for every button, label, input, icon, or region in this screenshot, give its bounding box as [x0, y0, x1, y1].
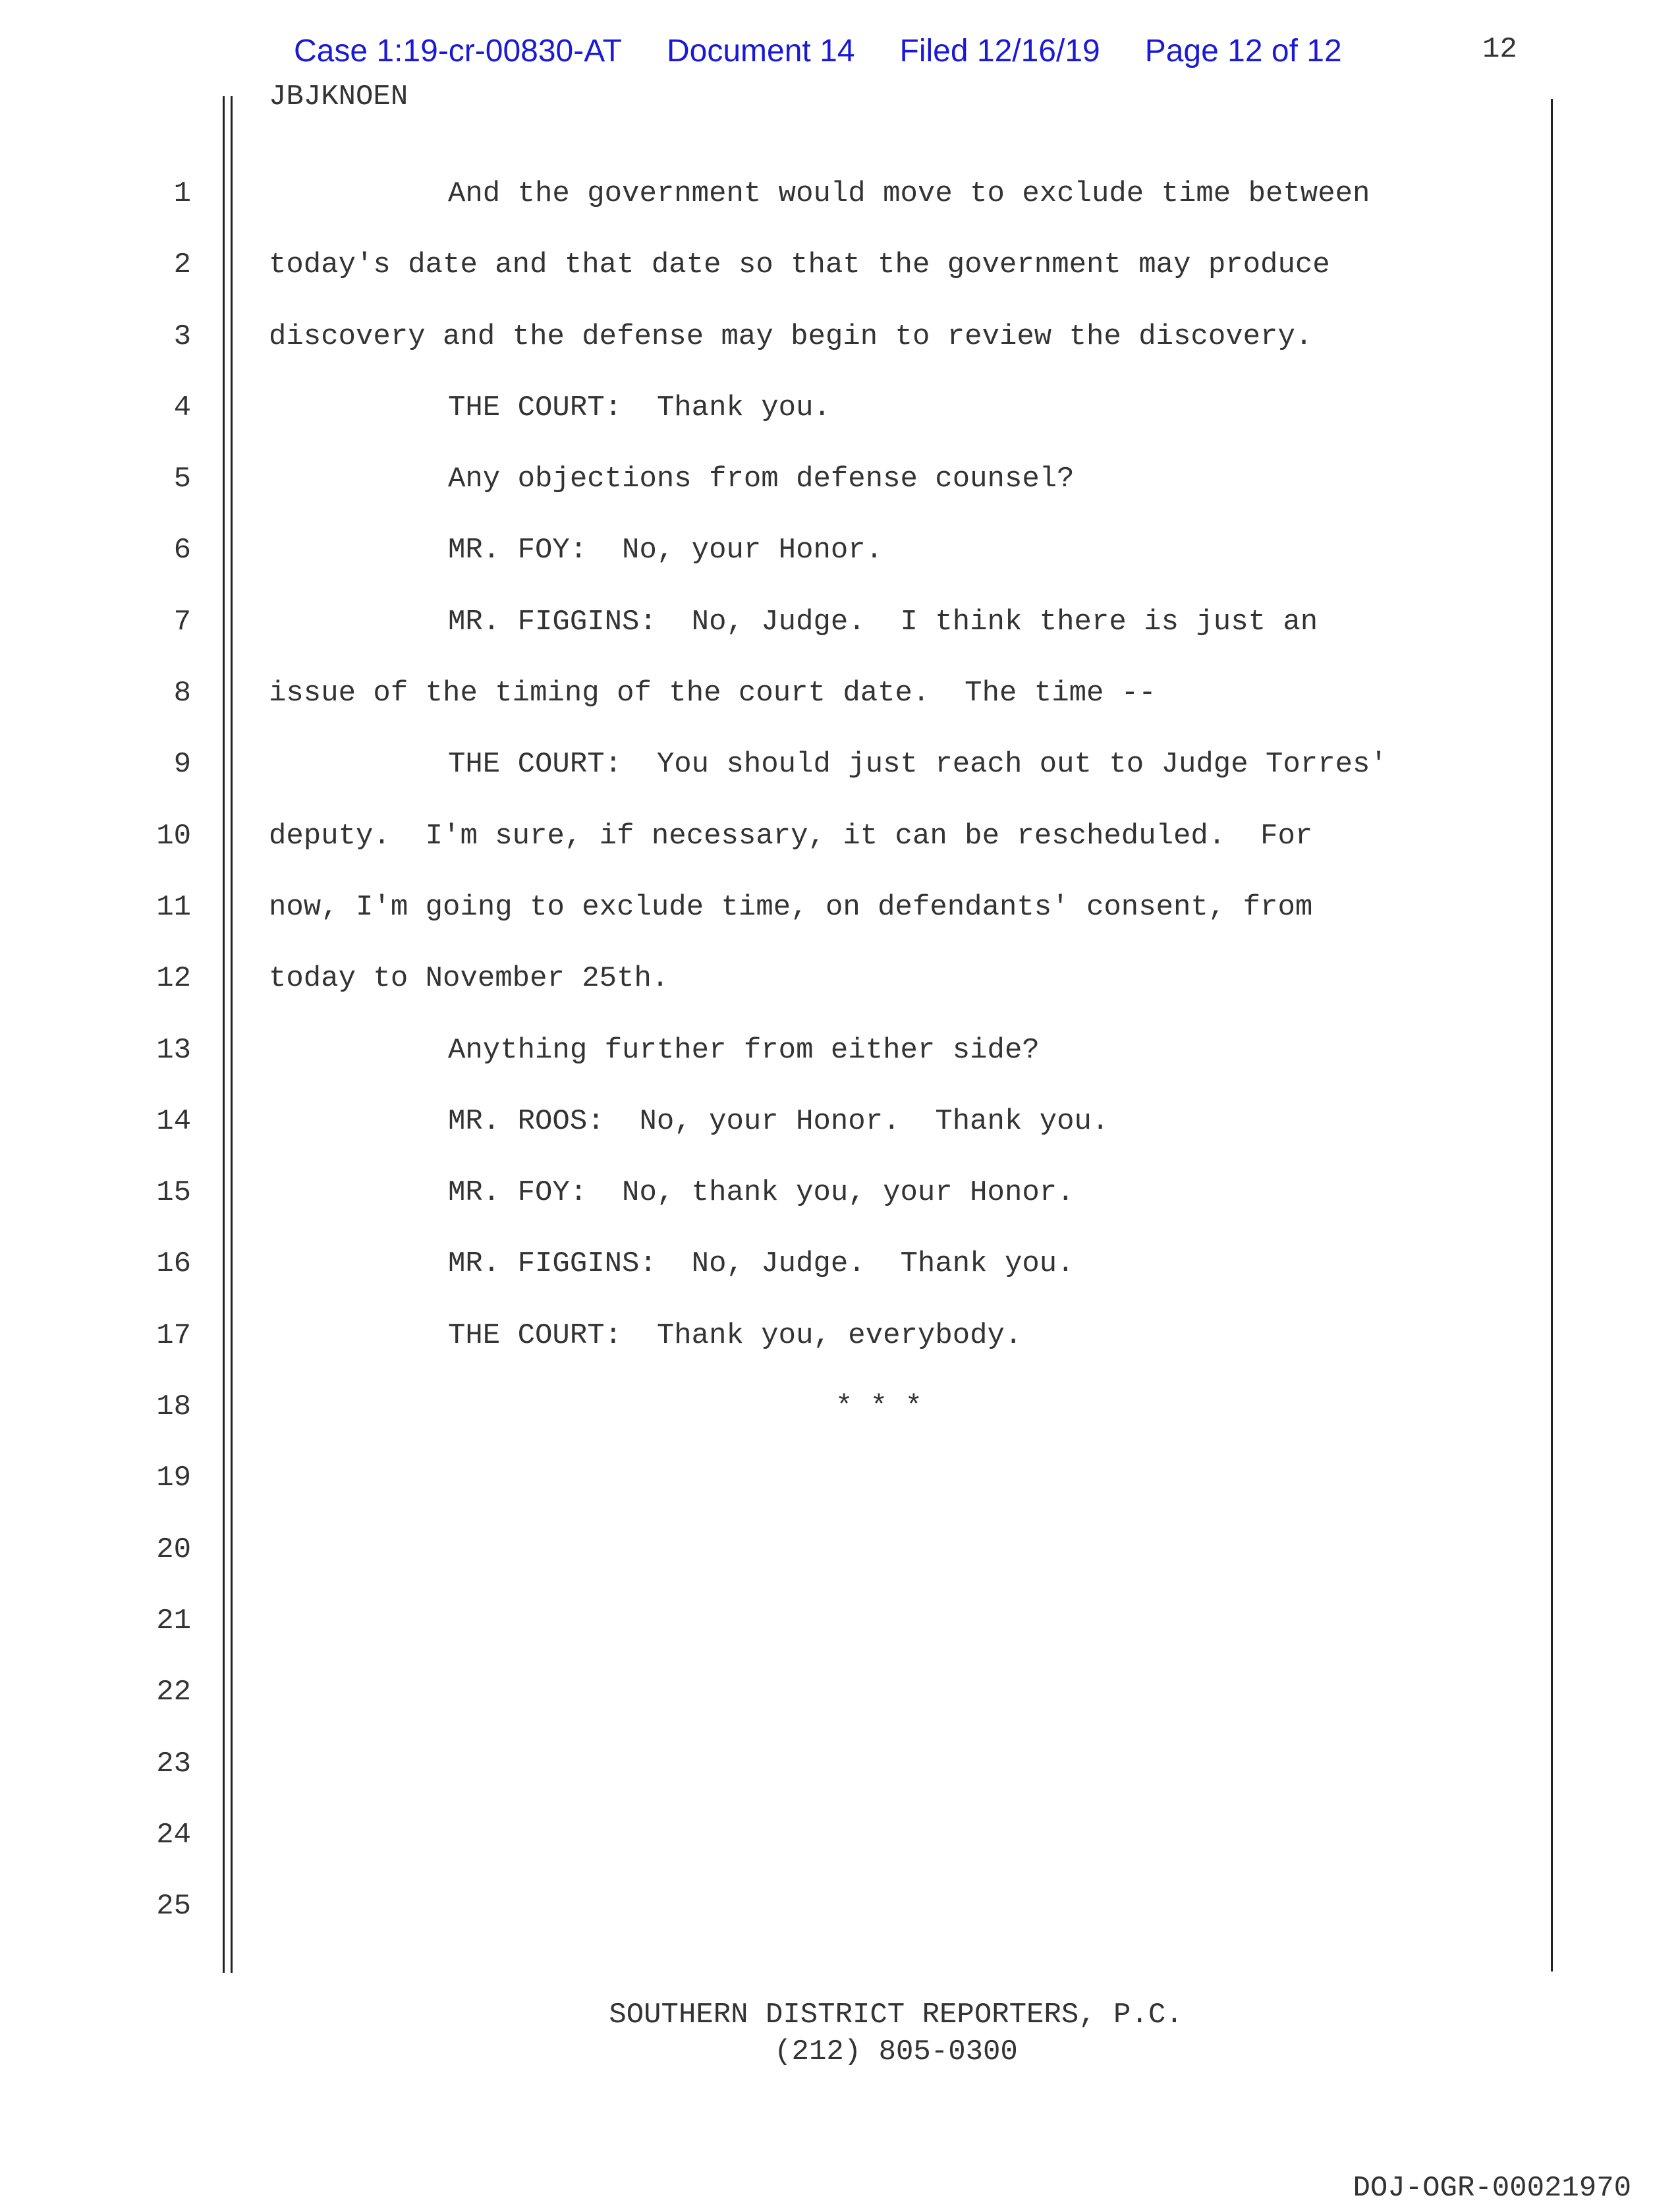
document-number: Document 14: [667, 33, 855, 69]
line-number: 13: [156, 1033, 191, 1067]
line-number: 5: [173, 463, 191, 496]
transcript-line: Anything further from either side?: [448, 1033, 1040, 1067]
line-number-column: [132, 175, 191, 1959]
line-number: 3: [173, 320, 191, 353]
line-number: 2: [173, 248, 191, 282]
reporter-name: SOUTHERN DISTRICT REPORTERS, P.C.: [609, 1999, 1183, 2031]
transcript-body: [269, 175, 1547, 1959]
transcript-line: deputy. I'm sure, if necessary, it can be rescheduled. For: [269, 819, 1313, 853]
line-number: 15: [156, 1176, 191, 1210]
transcript-line: And the government would move to exclude time between: [448, 177, 1370, 210]
line-number: 4: [173, 391, 191, 424]
line-number: 9: [173, 748, 191, 781]
transcript-line: now, I'm going to exclude time, on defendants' consent, from: [269, 890, 1313, 924]
transcript-line: issue of the timing of the court date. The time --: [269, 677, 1156, 710]
line-number: 1: [173, 177, 191, 210]
filed-date: Filed 12/16/19: [899, 33, 1100, 69]
section-break-asterisks: * * *: [835, 1390, 923, 1424]
transcript-line: THE COURT: Thank you, everybody.: [448, 1319, 1022, 1352]
line-number: 20: [156, 1533, 191, 1566]
line-number: 23: [156, 1747, 191, 1780]
left-margin-rule-outer: [223, 96, 225, 1973]
line-number: 12: [156, 962, 191, 996]
left-margin-rule-inner: [231, 96, 233, 1973]
line-number: 7: [173, 605, 191, 638]
transcript-line: today's date and that date so that the government may produce: [269, 248, 1330, 282]
line-number: 6: [173, 534, 191, 567]
line-number: 10: [156, 819, 191, 853]
case-number: Case 1:19-cr-00830-AT: [294, 33, 622, 69]
transcript-line: Any objections from defense counsel?: [448, 463, 1075, 496]
transcript-line: [269, 1674, 1547, 1745]
line-number: 19: [156, 1461, 191, 1495]
transcript-line: [269, 1817, 1547, 1888]
transcript-line: [269, 1460, 1547, 1531]
line-number: 17: [156, 1319, 191, 1352]
bates-number: DOJ-OGR-00021970: [1353, 2172, 1631, 2205]
transcript-line: MR. ROOS: No, your Honor. Thank you.: [448, 1104, 1109, 1138]
page-of-total: Page 12 of 12: [1144, 33, 1342, 69]
line-number: 21: [156, 1604, 191, 1637]
line-number: 14: [156, 1104, 191, 1138]
transcript-line: today to November 25th.: [269, 962, 669, 996]
reporter-footer: [0, 1997, 1680, 2070]
line-number: 24: [156, 1818, 191, 1852]
transcript-line: MR. FIGGINS: No, Judge. I think there is just an: [448, 605, 1318, 638]
line-number: 8: [173, 677, 191, 710]
transcript-line: THE COURT: You should just reach out to Judge Torres': [448, 748, 1387, 781]
line-number: 18: [156, 1390, 191, 1424]
transcript-line: MR. FIGGINS: No, Judge. Thank you.: [448, 1247, 1075, 1281]
filing-header: [294, 28, 1342, 74]
reporter-phone: (212) 805-0300: [774, 2035, 1018, 2068]
transcript-line: [269, 1888, 1547, 1959]
case-code: JBJKNOEN: [269, 80, 408, 113]
transcript-line: MR. FOY: No, thank you, your Honor.: [448, 1176, 1075, 1210]
transcript-page-number: 12: [1482, 33, 1517, 66]
line-number: 16: [156, 1247, 191, 1281]
line-number: 22: [156, 1676, 191, 1709]
transcript-line: MR. FOY: No, your Honor.: [448, 534, 883, 567]
transcript-line: discovery and the defense may begin to review the discovery.: [269, 320, 1313, 353]
transcript-line: [269, 1602, 1547, 1674]
line-number: 11: [156, 890, 191, 924]
transcript-line: THE COURT: Thank you.: [448, 391, 831, 424]
transcript-line: [269, 1745, 1547, 1817]
line-number: 25: [156, 1890, 191, 1923]
transcript-line: [269, 1531, 1547, 1602]
right-margin-rule: [1551, 99, 1553, 1971]
